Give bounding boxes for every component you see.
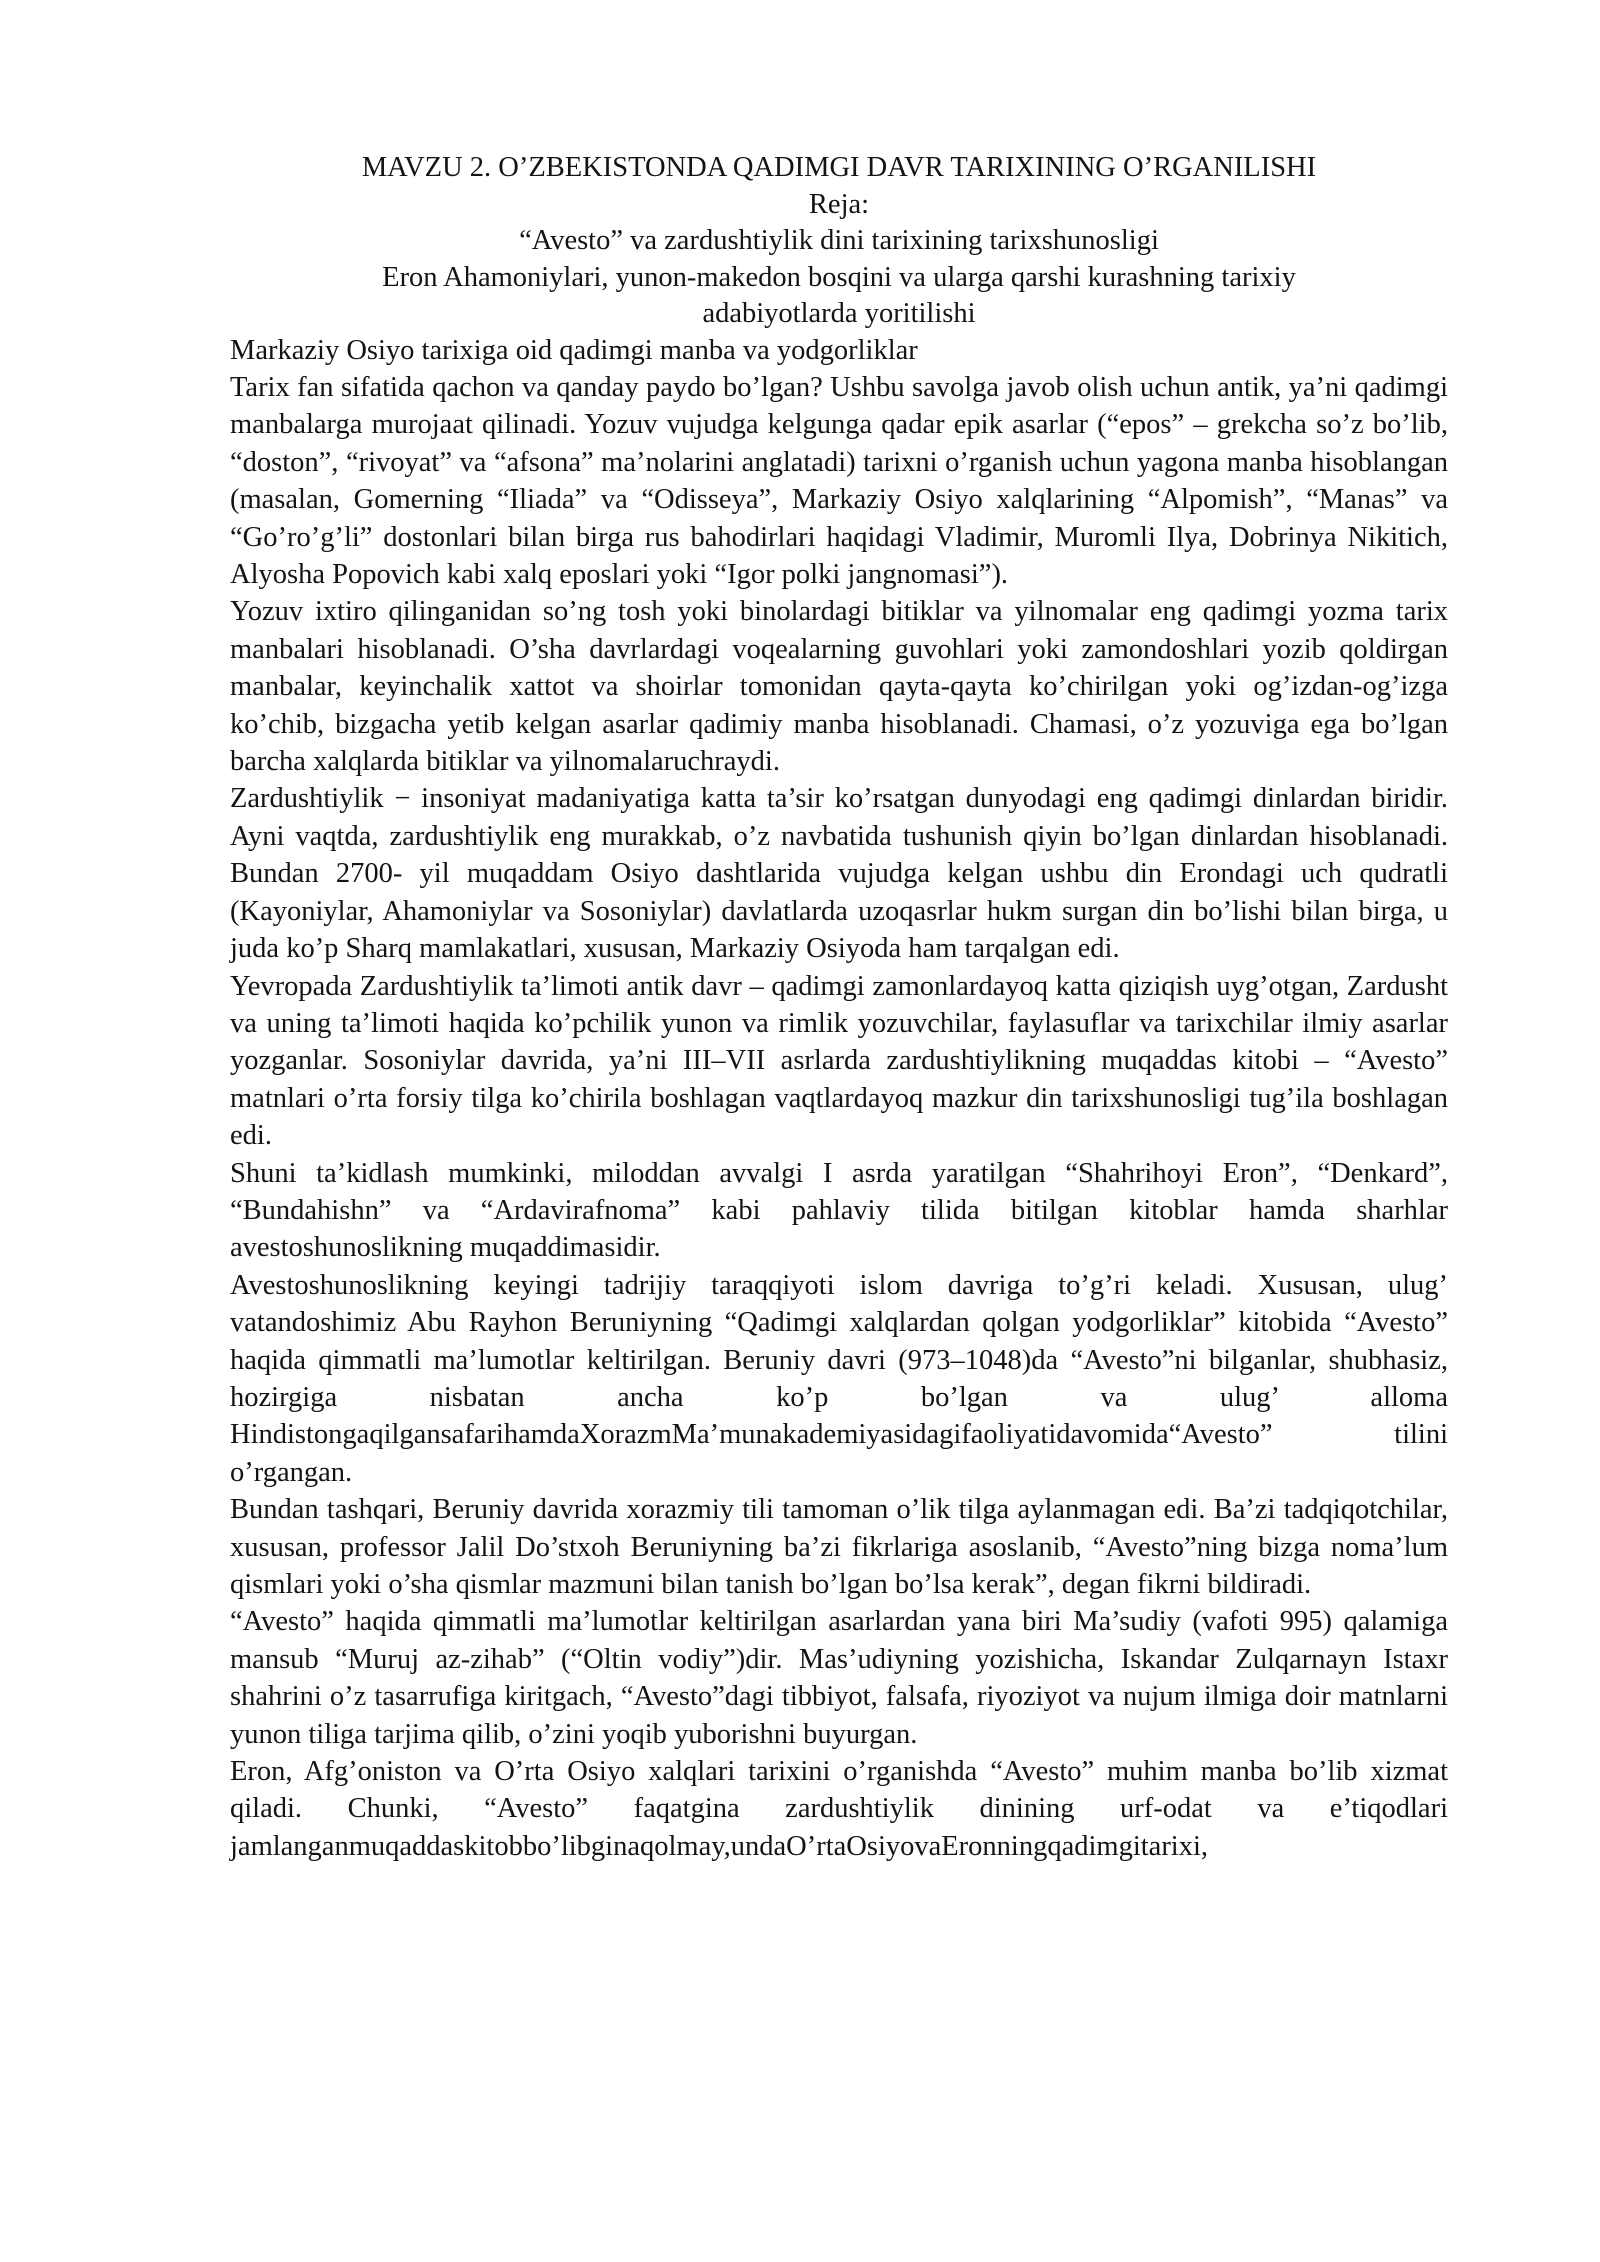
plan-label: Reja: — [808, 188, 870, 220]
plan-item-3: Markaziy Osiyo tarixiga oid qadimgi manba va yodgorliklar — [230, 334, 918, 366]
document-page — [230, 150, 1448, 1865]
paragraph-4: Yevropada Zardushtiylik ta’limoti antik davr – qadimgi zamonlardayoq katta qiziqish uyg’otgan, Zardusht va uning ta’limoti haqida ko’pchilik yunon va rimlik yozuvchilar, faylasuflar va tarixchilar ilmiy asarlar yozganlar. Sosoniylar davrida, ya’ni III–VII asrlarda zardushtiylikning muqaddas kitobi – “Avesto” matnlari o’rta forsiy tilga ko’chirila boshlagan vaqtlardayoq mazkur din tarixshunosligi tug’ila boshlagan edi. — [230, 970, 1448, 1152]
paragraph-2: Yozuv ixtiro qilinganidan so’ng tosh yoki binolardagi bitiklar va yilnomalar eng qadimgi yozma tarix manbalari hisoblanadi. O’sha davrlardagi voqealarning guvohlari yoki zamondoshlari yozib qoldirgan manbalar, keyinchalik xattot va shoirlar tomonidan qayta-qayta ko’chirilgan yoki og’izdan-og’izga ko’chib, bizgacha yetib kelgan asarlar qadimiy manba hisoblanadi. Chamasi, o’z yozuviga ega bo’lgan barcha xalqlarda bitiklar va yilnomalaruchraydi. — [230, 596, 1448, 778]
paragraph-7: Bundan tashqari, Beruniy davrida xorazmiy tili tamoman o’lik tilga aylanmagan edi. Ba’zi tadqiqotchilar, xususan, professor Jalil Do’stxoh Beruniyning ba’zi fikrlariga asoslanib, “Avesto”ning bizga noma’lum qismlari yoki o’sha qismlar mazmuni bilan tanish bo’lgan bo’lsa kerak”, degan fikrni bildiradi. — [230, 1494, 1448, 1600]
paragraph-6: Avestoshunoslikning keyingi tadrijiy taraqqiyoti islom davriga to’g’ri keladi. Xususan, ulug’ vatandoshimiz Abu Rayhon Beruniyning “Qadimgi xalqlardan qolgan yodgorliklar” kitobida “Avesto” haqida qimmatli ma’lumotlar keltirilgan. Beruniy davri (973–1048)da “Avesto”ni bilganlar, shubhasiz, hozirgiga nisbatan ancha ko’p bo’lgan va ulug’ alloma HindistongaqilgansafarihamdaXorazmMa’munakademiyasidagifaoliyatidavomida“Avesto” tilini o’rgangan. — [230, 1269, 1448, 1488]
paragraph-3: Zardushtiylik − insoniyat madaniyatiga katta ta’sir ko’rsatgan dunyodagi eng qadimgi dinlardan biridir. Ayni vaqtda, zardushtiylik eng murakkab, o’z navbatida tushunish qiyin bo’lgan dinlardan hisoblanadi. Bundan 2700- yil muqaddam Osiyo dashtlarida vujudga kelgan ushbu din Erondagi uch qudratli (Kayoniylar, Ahamoniylar va Sosoniylar) davlatlarda uzoqasrlar hukm surgan din bo’lishi bilan birga, u juda ko’p Sharq mamlakatlari, xususan, Markaziy Osiyoda ham tarqalgan edi. — [230, 783, 1448, 965]
paragraph-9: Eron, Afg’oniston va O’rta Osiyo xalqlari tarixini o’rganishda “Avesto” muhim manba bo’lib xizmat qiladi. Chunki, “Avesto” faqatgina zardushtiylik dinining urf-odat va e’tiqodlari jamlanganmuqaddaskitobbo’libginaqolmay,undaO’rtaOsiyovaEronningqadimgitarixi, — [230, 1756, 1448, 1862]
paragraph-5: Shuni ta’kidlash mumkinki, miloddan avvalgi I asrda yaratilgan “Shahrihoyi Eron”, “Denkard”, “Bundahishn” va “Ardavirafnoma” kabi pahlaviy tilida bitilgan kitoblar hamda sharhlar avestoshunoslikning muqaddimasidir. — [230, 1157, 1448, 1264]
document-title: MAVZU 2. O’ZBEKISTONDA QADIMGI DAVR TARIXINING O’RGANILISHI — [361, 152, 1317, 183]
plan-item-1: “Avesto” va zardushtiylik dini tarixining tarixshunosligi — [519, 225, 1159, 256]
plan-item-2: Eron Ahamoniylari, yunon-makedon bosqini va ularga qarshi kurashning tarixiy adabiyotlarda yoritilishi — [382, 261, 1296, 329]
paragraph-8: “Avesto” haqida qimmatli ma’lumotlar keltirilgan asarlardan yana biri Ma’sudiy (vafoti 995) qalamiga mansub “Muruj az-zihab” (“Oltin vodiy”)dir. Mas’udiyning yozishicha, Iskandar Zulqarnayn Istaxr shahrini o’z tasarrufiga kiritgach, “Avesto”dagi tibbiyot, falsafa, riyoziyot va nujum ilmiga doir matnlarni yunon tiliga tarjima qilib, o’zini yoqib yuborishni buyurgan. — [230, 1606, 1448, 1750]
paragraph-1: Tarix fan sifatida qachon va qanday paydo bo’lgan? Ushbu savolga javob olish uchun antik, ya’ni qadimgi manbalarga murojaat qilinadi. Yozuv vujudga kelgunga qadar epik asarlar (“epos” – grekcha so’z bo’lib, “doston”, “rivoyat” va “afsona” ma’nolarini anglatadi) tarixni o’rganish uchun yagona manba hisoblangan (masalan, Gomerning “Iliada” va “Odisseya”, Markaziy Osiyo xalqlarining “Alpomish”, “Manas” va “Go’ro’g’li” dostonlari bilan birga rus bahodirlari haqidagi Vladimir, Muromli Ilya, Dobrinya Nikitich, Alyosha Popovich kabi xalq eposlari yoki “Igor polki jangnomasi”). — [230, 372, 1448, 591]
